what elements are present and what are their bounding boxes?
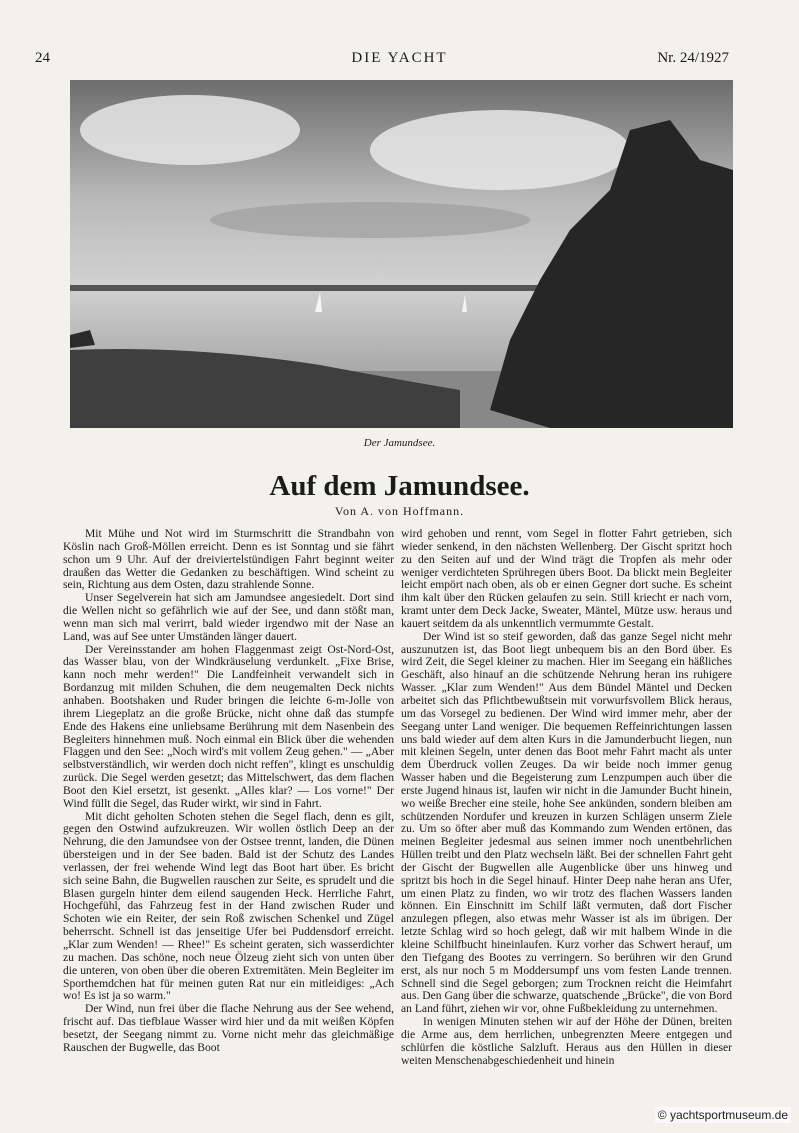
photo-caption: Der Jamundsee. — [363, 437, 436, 449]
paragraph: Der Wind ist so steif geworden, daß das ganze Segel nicht mehr auszunutzen ist, das Boot liegt unbequem bis an den Bord über. Es wird Zeit, die Segel kleiner zu machen. Hier im Seegang ein häßliches Geschäft, also hinauf an die schützende Nehrung heran ins ruhigere Wasser. „Klar zum Wenden!" Aus dem Bündel Mäntel und Decken arbeitet sich das Pflichtbewußtsein mit vorwurfsvollem Blick heraus, um das Vorsegel zu bedienen. Der Wind wird immer mehr, aber der Seegang unter Land weniger. Die bequemen Reffeinrichtungen lassen uns bald wieder auf dem alten Kurs in die Jamunderbucht liegen, nun mit kleinen Segeln, unter denen das Boot mehr Fahrt macht als unter dem Überdruck vollen Zeuges. Da wir beide noch immer genug Wasser haben und die Begeisterung zum Lenzpumpen auch über die erste Jugend hinaus ist, laufen wir nicht in die Jamunder Bucht hinein, wo weiße Brecher eine steile, hohe See ankünden, sondern bleiben am schützenden Nordufer und kreuzen in kurzen Schlägen unserm Ziele zu. Um so öfter aber muß das Kommando zum Wenden ertönen, das meinen Begleiter jedesmal aus seinen immer noch unentbehrlichen Hüllen treibt und den Platz wechseln läßt. Bei der schnellen Fahrt geht der Gischt der Bugwellen alle Augenblicke über uns hinweg und spritzt bis hoch in die Segel hinauf. Hinter Deep nahe heran ans Ufer, um einen Platz zu finden, wo wir trotz des flachen Wassers landen können. Ein Einschnitt im Schilf läßt vermuten, daß dort Fischer anzulegen pflegen, also etwas mehr Wasser ist als im übrigen. Der letzte Schlag wird so hoch gelegt, daß wir mit halbem Winde in die kleine Schilfbucht hineinlaufen. Kurz vorher das Schwert herauf, um den Tiefgang des Bootes zu verringern. So berühren wir den Grund erst, als nur noch 5 m Moddersumpf uns vom festen Lande trennen. Schnell sind die Segel geborgen; zum Trocknen reicht die Heimfahrt aus. Den Gang über die schwarze, quatschende „Brücke", die von Bord an Land führt, ziehen wir vor, ohne Fußbekleidung zu unternehmen. — [401, 629, 732, 1016]
paragraph: Mit dicht geholten Schoten stehen die Segel flach, denn es gilt, gegen den Ostwind aufzukreuzen. Wir wollen östlich Deep an der Nehrung, die den Jamundsee von der Ostsee trennt, landen, die Dünen übersteigen und in der See baden. Bald ist der Schutz des Landes verlassen, der frei wehende Wind legt das Boot hart über. Es bricht sich seine Bahn, die Bugwellen rauschen zur Seite, es sprudelt und die Blasen gurgeln hinter dem eilend saugenden Heck. Herrliche Fahrt, Hochgefühl, das Fahrzeug fest in der Hand zwischen Ruder und Schoten wie ein Reiter, der sein Roß zwischen Schenkel und Zügel beherrscht. Schnell ist das jenseitige Ufer bei Puddensdorf erreicht. „Klar zum Wenden! — Rhee!" Es scheint geraten, sich wasserdichter zu machen. Das schöne, noch neue Ölzeug zieht sich von unten über die unteren, von oben über die oberen Extremitäten. Mein Begleiter im Sporthemdchen hat für meinen guten Rat nur ein mitleidiges: „Ach wo! Es ist ja so warm." — [63, 809, 394, 1003]
lake-photo — [70, 80, 733, 428]
paragraph: Mit Mühe und Not wird im Sturmschritt die Strandbahn von Köslin nach Groß-Möllen erreicht. Denn es ist Sonntag und sie fährt schon um 9 Uhr. Auf der dreiviertelstündigen Fahrt beginnt weiter draußen das Wetter die Gedanken zu beschäftigen. Wind scheint zu sein, Richtung aus dem Osten, dazu strahlende Sonne. — [63, 527, 394, 592]
paragraph: wird gehoben und rennt, vom Segel in flotter Fahrt getrieben, sich wieder senkend, in den nächsten Wellenberg. Der Gischt spritzt hoch zu den Seiten auf und der Wind trägt die Tropfen als mehr oder weniger verdichteten Sprühregen übers Boot. Da blickt mein Begleiter leicht empört nach oben, als ob er einen Gegner dort suche. Es scheint ihm kalt über den Rücken gelaufen zu sein. Still kriecht er nach vorn, kramt unter dem Deck Jacke, Sweater, Mäntel, Mütze usw. heraus und kauert seitdem da als unkenntlich vermummte Gestalt. — [401, 527, 732, 630]
right-column — [401, 528, 732, 1067]
paragraph: Der Wind, nun frei über die flache Nehrung aus der See wehend, frischt auf. Das tiefblaue Wasser wird hier und da mit weißen Köpfen besetzt, der Seegang nimmt zu. Vorne nicht mehr das gleichmäßige Rauschen der Bugwelle, das Boot — [63, 1002, 394, 1054]
article-title: Auf dem Jamundsee. — [269, 470, 530, 502]
left-column — [63, 528, 394, 1055]
issue-number: Nr. 24/1927 — [657, 50, 729, 66]
article-byline: Von A. von Hoffmann. — [334, 504, 465, 518]
paragraph: Der Vereinsstander am hohen Flaggenmast zeigt Ost-Nord-Ost, das Wasser blau, von der Windkräuselung verdunkelt. „Fixe Brise, kann noch mehr werden!" Die Landfeinheit verwandelt sich in Bordanzug mit milden Schuhen, die dem neugemalten Deck nichts anhaben. Bootshaken und Ruder bringen die leichte 6-m-Jolle von ihrem Liegeplatz an die große Brücke, nicht ohne daß das stumpfe Ende des Hakens eine unliebsame Berührung mit dem Nasenbein des Begleiters hinnehmen muß. Noch einmal ein Blick über die wehenden Flaggen und den See: „Noch wird's mit vollem Zeug gehen." — „Aber selbstverständlich, wir werden doch nicht reffen", klingt es unschuldig zurück. Die Segel werden gesetzt; das Mittelschwert, das dem flachen Boot den Kiel ersetzt, ist gesenkt. „Alles klar? — Los vorne!" Der Wind füllt die Segel, das Ruder wirkt, wir sind in Fahrt. — [63, 642, 394, 810]
paragraph: Unser Segelverein hat sich am Jamundsee angesiedelt. Dort sind die Wellen nicht so gefährlich wie auf der See, und dann stößt man, wenn man sich mal verirrt, bald wieder irgendwo mit der Nase an Land, was auf See unter Umständen länger dauert. — [63, 591, 394, 643]
paragraph: In wenigen Minuten stehen wir auf der Höhe der Dünen, breiten die Arme aus, dem herrlichen, unbegrenzten Meere entgegen und schlürfen die köstliche Salzluft. Heraus aus den Hüllen in dieser weiten Menschenabgeschiedenheit und hinein — [401, 1015, 732, 1067]
magazine-title: DIE YACHT — [351, 50, 448, 66]
page-number: 24 — [35, 50, 50, 66]
copyright-watermark: © yachtsportmuseum.de — [655, 1107, 791, 1123]
